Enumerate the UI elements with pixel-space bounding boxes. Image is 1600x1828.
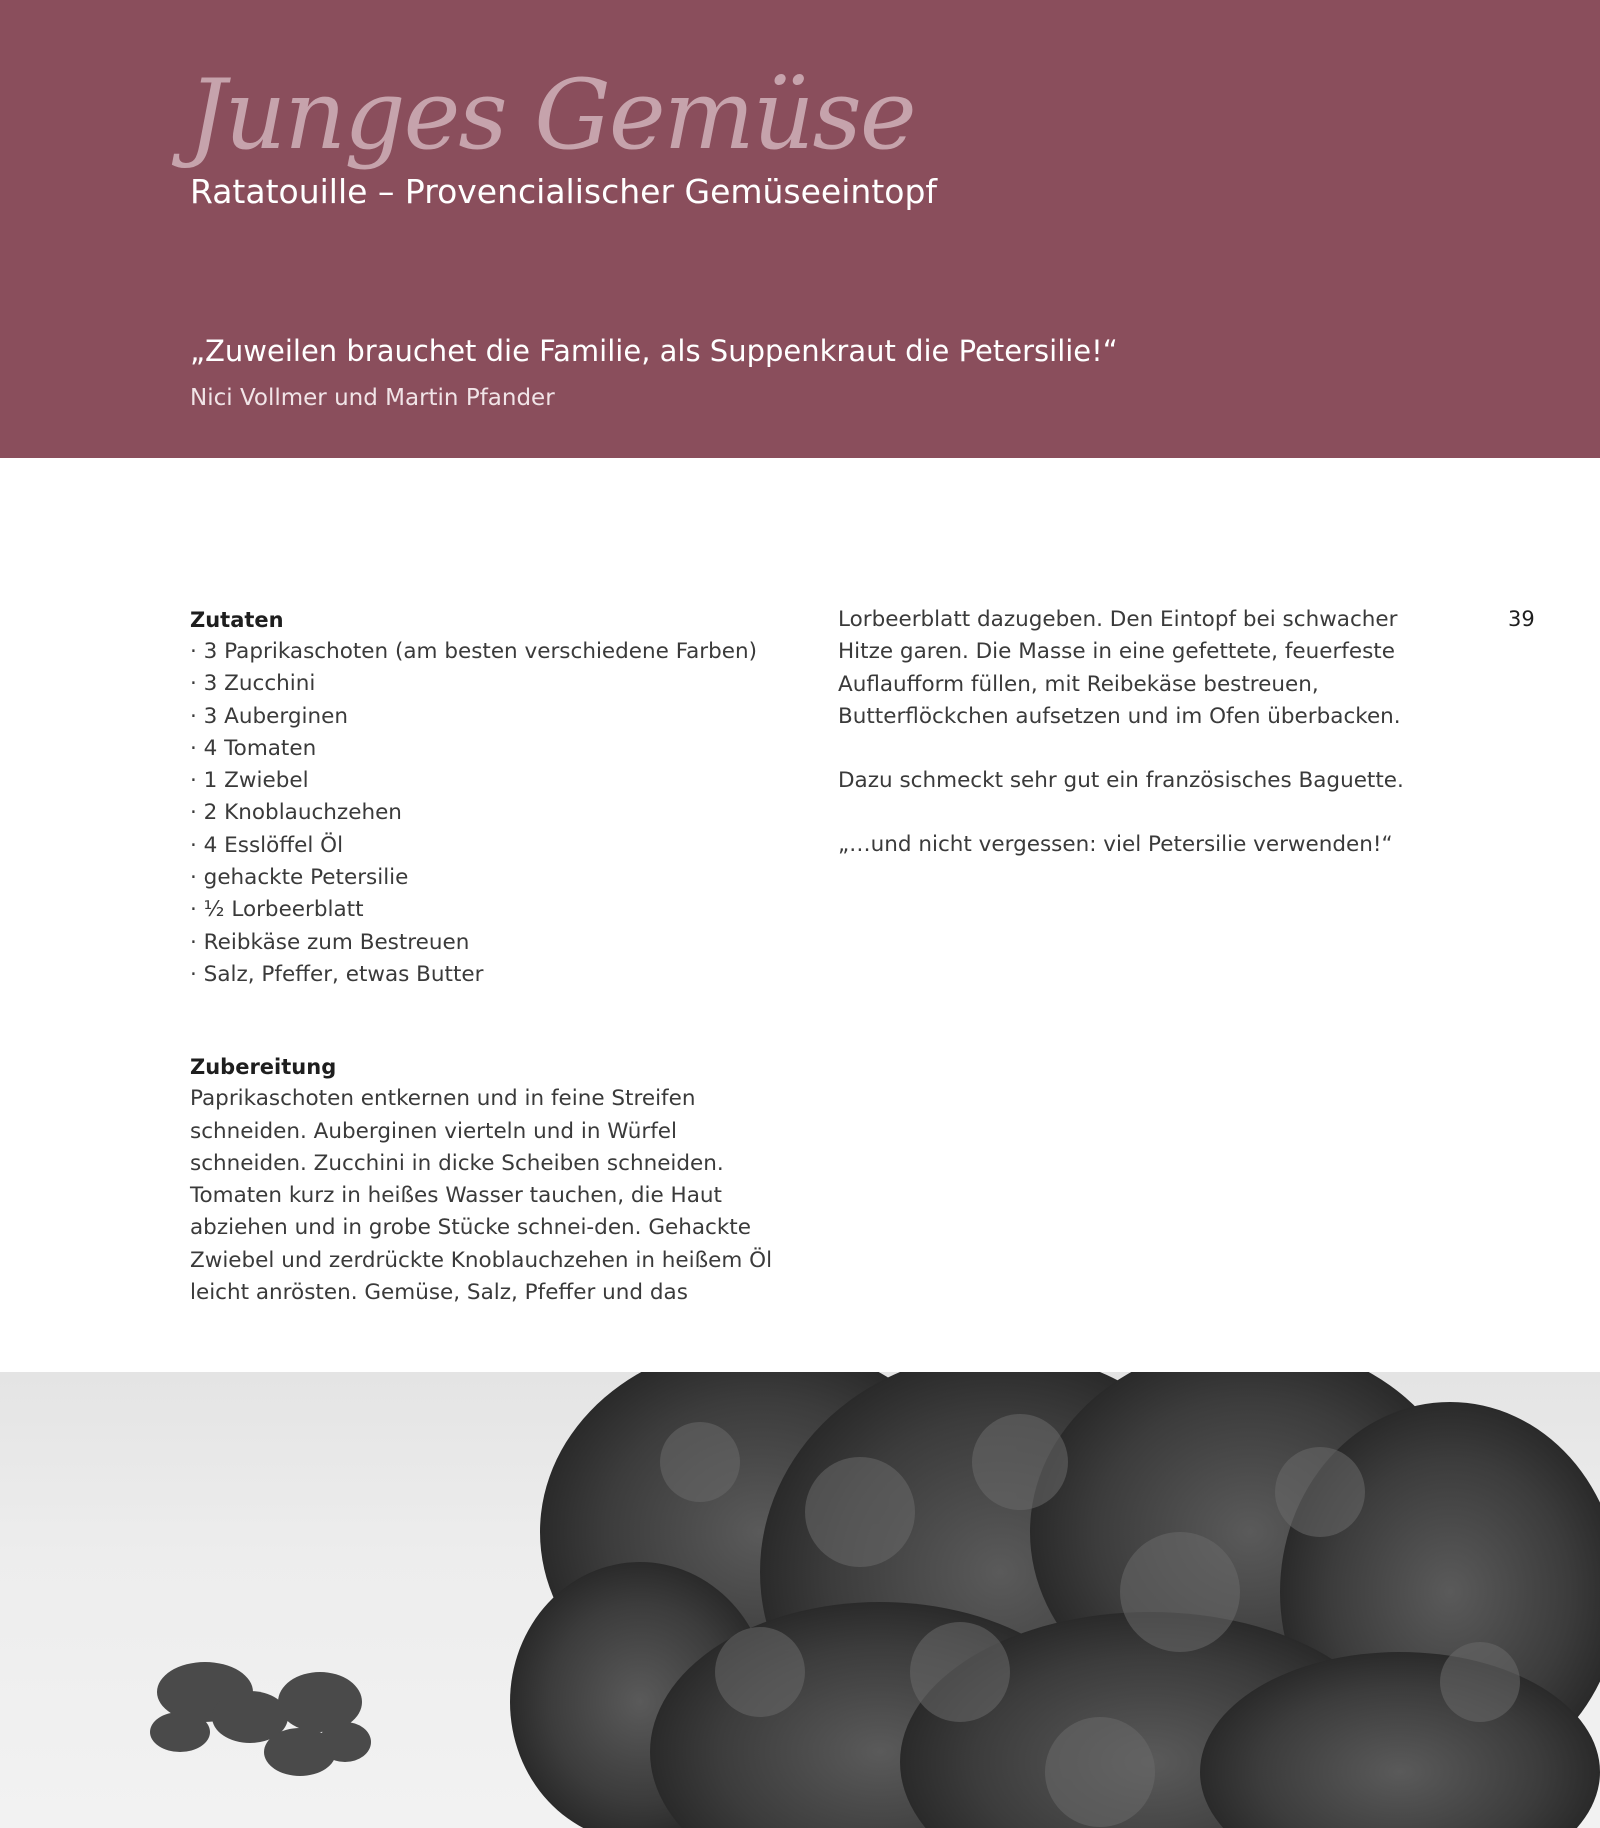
right-column: [838, 604, 1438, 894]
quote-author: Nici Vollmer und Martin Pfander: [190, 385, 555, 411]
ingredient-item: · Salz, Pfeffer, etwas Butter: [190, 961, 484, 987]
ingredient-item: · 2 Knoblauchzehen: [190, 800, 402, 826]
header-banner: [0, 0, 1600, 458]
ingredient-item: · 4 Esslöffel Öl: [190, 832, 344, 858]
preparation-heading: Zubereitung: [190, 1055, 337, 1080]
ingredient-item: · 3 Paprikaschoten (am besten verschiedene Farben): [190, 639, 758, 664]
ingredient-item: · 3 Auberginen: [190, 703, 348, 729]
ingredient-item: · 4 Tomaten: [190, 735, 317, 761]
page-number: 39: [1508, 607, 1535, 631]
recipe-title: Ratatouille – Provencialischer Gemüseeintopf: [190, 172, 938, 211]
preparation-text-continued: Lorbeerblatt dazugeben. Den Eintopf bei schwacher Hitze garen. Die Masse in eine gefettete, feuerfeste Auflaufform füllen, mit Reibekäse bestreuen, Butterflöckchen aufsetzen und im Ofen überbacken.: [838, 607, 1401, 729]
ingredients-heading: Zutaten: [190, 608, 284, 632]
ingredient-item: · Reibkäse zum Bestreuen: [190, 929, 470, 955]
serving-suggestion: Dazu schmeckt sehr gut ein französisches Baguette.: [838, 768, 1404, 794]
preparation-text: Paprikaschoten entkernen und in feine Streifen schneiden. Auberginen vierteln und in Würfel schneiden. Zucchini in dicke Scheiben schneiden. Tomaten kurz in heißes Wasser tauchen, die Haut abziehen und in grobe Stücke schnei-den. Gehackte Zwiebel und zerdrückte Knoblauchzehen in heißem Öl leicht anrösten. Gemüse, Salz, Pfeffer und das: [190, 1086, 773, 1306]
ingredient-item: · 1 Zwiebel: [190, 768, 309, 794]
ingredients-list: [190, 636, 780, 991]
ingredient-item: · 3 Zucchini: [190, 671, 316, 697]
parsley-image: [0, 1372, 1600, 1828]
section-script-title: Junges Gemüse: [188, 59, 915, 171]
parsley-photo: [0, 1372, 1600, 1828]
quote: „Zuweilen brauchet die Familie, als Suppenkraut die Petersilie!“: [190, 334, 1118, 368]
ingredient-item: · ½ Lorbeerblatt: [190, 897, 364, 923]
left-column: [190, 604, 780, 1309]
ingredient-item: · gehackte Petersilie: [190, 865, 409, 891]
preparation-section: [190, 1051, 780, 1309]
closing-quote: „…und nicht vergessen: viel Petersilie verwenden!“: [838, 832, 1393, 858]
